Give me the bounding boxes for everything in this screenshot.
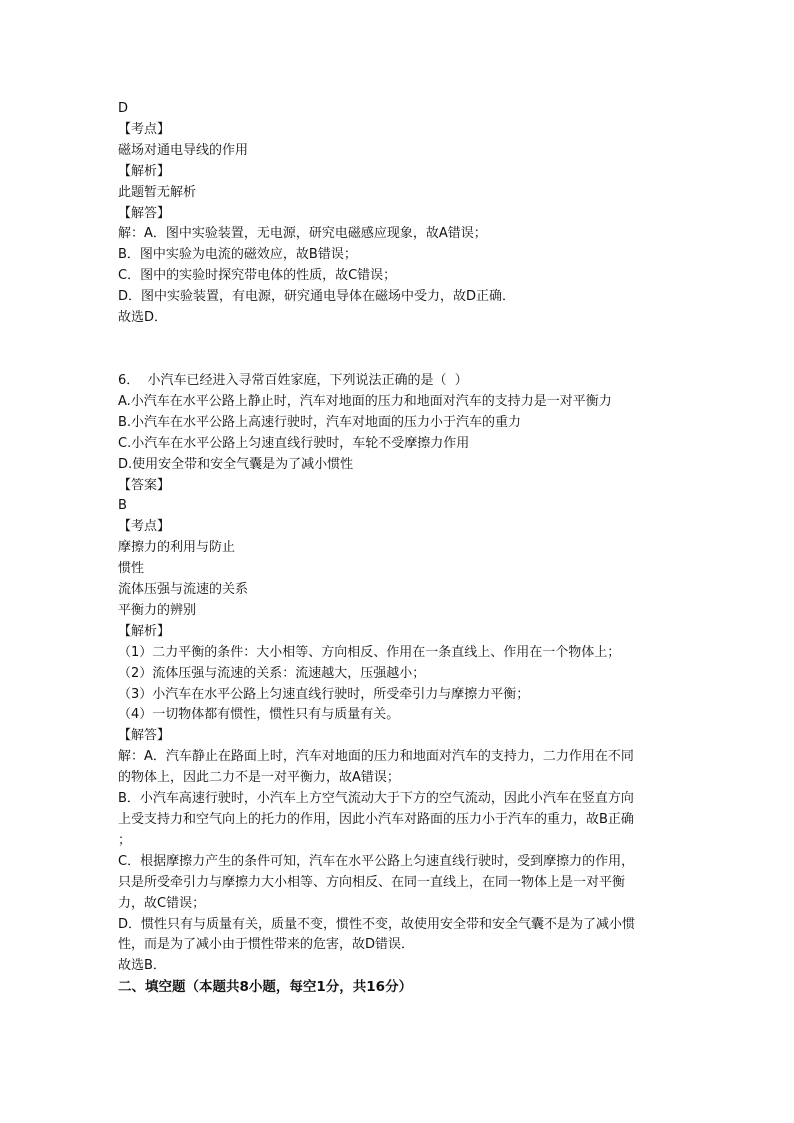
kaodian-item: 惯性: [118, 561, 145, 577]
jieda-line: D．惯性只有与质量有关，质量不变，惯性不变，故使用安全带和安全气囊不是为了减小惯: [118, 916, 636, 932]
question-stem: 6． 小汽车已经进入寻常百姓家庭，下列说法正确的是（ ）: [118, 372, 468, 388]
option-d: D.使用安全带和安全气囊是为了减小惯性: [118, 456, 354, 472]
jieda-line: C．图中的实验时探究带电体的性质，故C错误；: [118, 268, 397, 284]
jiexi-line: （4）一切物体都有惯性，惯性只有与质量有关。: [118, 707, 400, 723]
kaodian-heading: 【考点】: [118, 121, 171, 137]
jieda-line: ；: [118, 832, 132, 848]
conclusion-line: 故选D．: [118, 310, 168, 326]
answer-block-q5: [118, 99, 678, 329]
option-a: A.小汽车在水平公路上静止时，汽车对地面的压力和地面对汽车的支持力是一对平衡力: [118, 393, 612, 409]
jiexi-line: （1）二力平衡的条件：大小相等、方向相反、作用在一条直线上、作用在一个物体上；: [118, 644, 621, 660]
spacer: [118, 329, 678, 371]
jiexi-line: （3）小汽车在水平公路上匀速直线行驶时，所受牵引力与摩擦力平衡；: [118, 686, 530, 702]
question-block-6: [118, 371, 678, 977]
jieda-line: 解：A．汽车静止在路面上时，汽车对地面的压力和地面对汽车的支持力，二力作用在不同: [118, 749, 634, 765]
jiexi-heading: 【解析】: [118, 163, 171, 179]
jieda-heading: 【解答】: [118, 728, 171, 744]
jieda-heading: 【解答】: [118, 205, 171, 221]
jiexi-text: 此题暂无解析: [118, 184, 197, 200]
jieda-line: 性，而是为了减小由于惯性带来的危害，故D错误．: [118, 937, 415, 953]
document-body: [118, 99, 678, 998]
jieda-line: 解：A．图中实验装置，无电源，研究电磁感应现象，故A错误；: [118, 226, 487, 242]
answer-line: B: [118, 498, 127, 514]
kaodian-heading: 【考点】: [118, 519, 171, 535]
kaodian-item: 摩擦力的利用与防止: [118, 540, 236, 556]
jiexi-heading: 【解析】: [118, 623, 171, 639]
kaodian-item: 流体压强与流速的关系: [118, 582, 249, 598]
jieda-line: 上受支持力和空气向上的托力的作用，因此小汽车对路面的压力小于汽车的重力，故B正确: [118, 812, 634, 827]
jieda-line: 的物体上，因此二力不是一对平衡力，故A错误；: [118, 770, 400, 786]
kaodian-item: 磁场对通电导线的作用: [118, 142, 249, 158]
jieda-line: 力，故C错误；: [118, 895, 206, 911]
jiexi-line: （2）流体压强与流速的关系：流速越大，压强越小；: [118, 665, 426, 681]
jieda-line: B．小汽车高速行驶时，小汽车上方空气流动大于下方的空气流动，因此小汽车在竖直方向: [118, 791, 634, 807]
answer-heading: 【答案】: [118, 477, 171, 493]
section-title: 二、填空题（本题共8小题，每空1分，共16分）: [118, 979, 413, 996]
answer-line: D: [118, 101, 129, 116]
option-b: B.小汽车在水平公路上高速行驶时，汽车对地面的压力小于汽车的重力: [118, 414, 522, 430]
jieda-line: D．图中实验装置，有电源，研究通电导体在磁场中受力，故D正确．: [118, 289, 516, 305]
option-c: C.小汽车在水平公路上匀速直线行驶时，车轮不受摩擦力作用: [118, 435, 470, 451]
jieda-line: C．根据摩擦力产生的条件可知，汽车在水平公路上匀速直线行驶时，受到摩擦力的作用，: [118, 853, 635, 869]
conclusion-line: 故选B．: [118, 958, 166, 974]
jieda-line: B．图中实验为电流的磁效应，故B错误；: [118, 247, 357, 263]
kaodian-item: 平衡力的辨别: [118, 602, 197, 618]
jieda-line: 只是所受牵引力与摩擦力大小相等、方向相反、在同一直线上，在同一物体上是一对平衡: [118, 874, 626, 890]
